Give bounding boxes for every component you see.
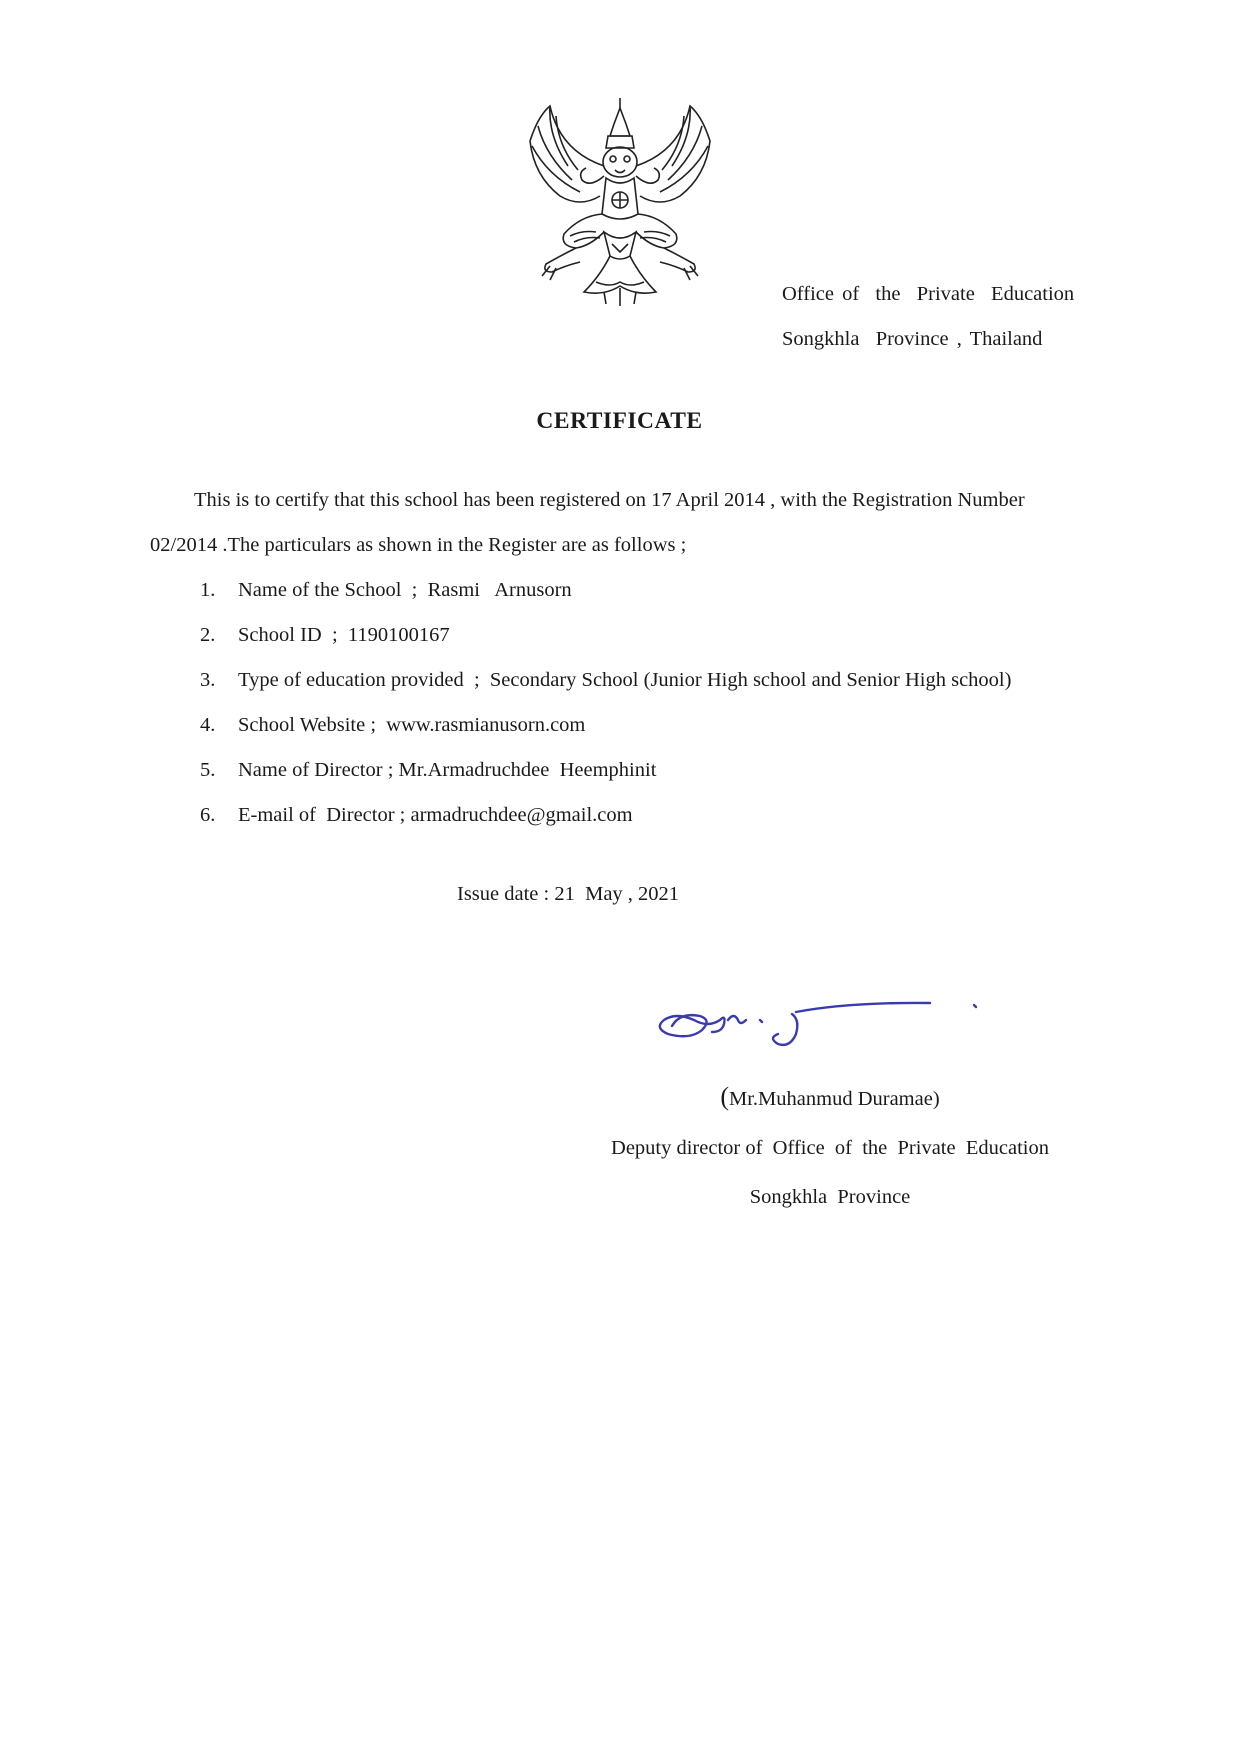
item-text: School Website ; www.rasmianusorn.com xyxy=(238,714,586,736)
list-item xyxy=(200,568,1011,613)
item-text: Name of the School ; Rasmi Arnusorn xyxy=(238,579,572,601)
intro-paragraph xyxy=(150,478,1090,568)
intro-line-2: 02/2014 .The particulars as shown in the Register are as follows ; xyxy=(150,534,687,556)
item-number: 4. xyxy=(200,714,216,736)
garuda-emblem-icon xyxy=(520,96,720,311)
item-number: 6. xyxy=(200,804,216,826)
item-number: 2. xyxy=(200,624,216,646)
list-item xyxy=(200,703,1011,748)
signatory-name-text: Mr.Muhanmud Duramae) xyxy=(729,1088,940,1110)
handwritten-signature xyxy=(650,990,1000,1060)
issue-date: Issue date : 21 May , 2021 xyxy=(457,883,680,905)
office-line-1: Office of the Private Education xyxy=(782,283,1075,305)
list-item xyxy=(200,613,1011,658)
item-text: Name of Director ; Mr.Armadruchdee Heemphinit xyxy=(238,759,657,781)
list-item xyxy=(200,658,1011,703)
office-address xyxy=(782,272,1074,362)
item-text: School ID ; 1190100167 xyxy=(238,624,450,646)
signatory-position: Deputy director of Office of the Private Education xyxy=(611,1137,1049,1159)
item-number: 5. xyxy=(200,759,216,781)
signatory-block xyxy=(560,1072,1100,1222)
particulars-list xyxy=(200,568,1011,838)
list-item xyxy=(200,793,1011,838)
signatory-open-paren: ( xyxy=(720,1082,729,1111)
item-number: 3. xyxy=(200,669,216,691)
list-item xyxy=(200,748,1011,793)
item-number: 1. xyxy=(200,579,216,601)
signatory-province: Songkhla Province xyxy=(749,1186,911,1208)
certificate-title: CERTIFICATE xyxy=(536,408,703,434)
office-line-2: Songkhla Province , Thailand xyxy=(782,328,1043,350)
signatory-name xyxy=(560,1072,1100,1124)
intro-line-1: This is to certify that this school has been registered on 17 April 2014 , with the Registration Number xyxy=(194,489,1025,511)
item-text: Type of education provided ; Secondary School (Junior High school and Senior High school) xyxy=(238,669,1012,691)
item-text: E-mail of Director ; armadruchdee@gmail.com xyxy=(238,804,633,826)
